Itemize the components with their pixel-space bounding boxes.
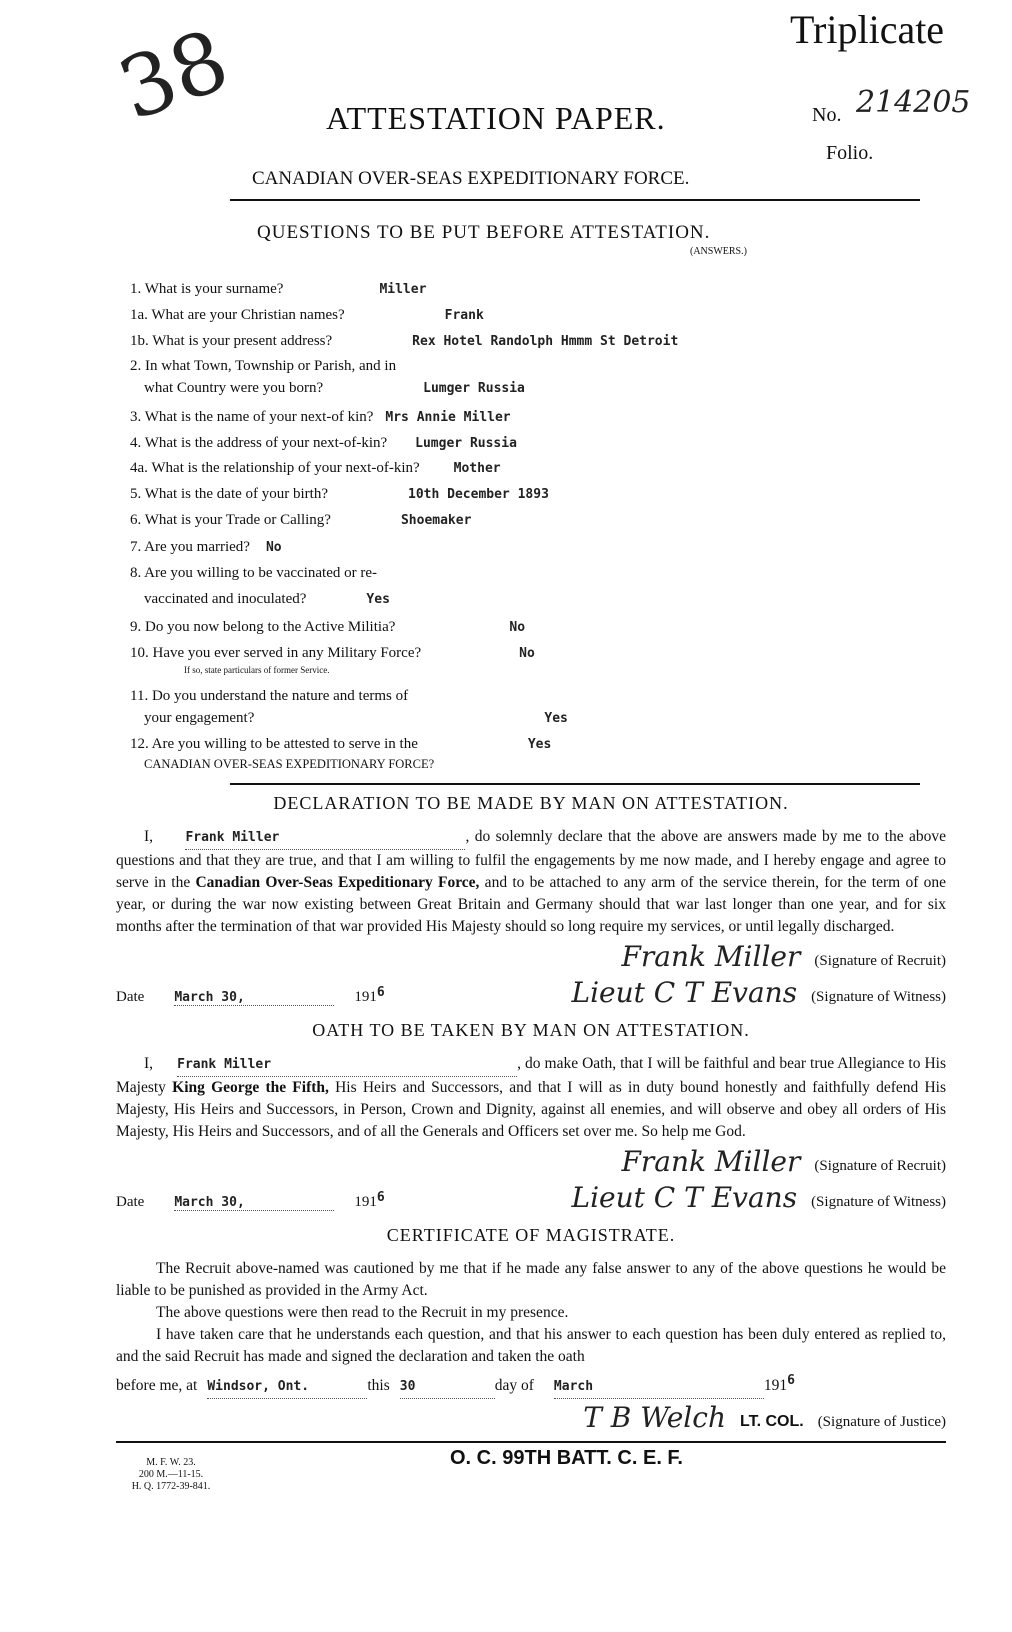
- question: 4a. What is the relationship of your next-of-kin? Mother: [130, 460, 501, 476]
- question: 6. What is your Trade or Calling? Shoemaker: [130, 512, 472, 528]
- recruit-signature-label: (Signature of Recruit): [814, 1158, 946, 1174]
- folio-label: Folio.: [826, 142, 874, 164]
- question: vaccinated and inoculated? Yes: [144, 591, 390, 607]
- answer: Mrs Annie Miller: [385, 410, 511, 425]
- declaration-title: DECLARATION TO BE MADE BY MAN ON ATTESTATION.: [273, 793, 789, 813]
- form-reference: M. F. W. 23. 200 M.—11-15. H. Q. 1772-39-841.: [131, 1457, 211, 1493]
- question: 10. Have you ever served in any Military Force? No: [130, 645, 535, 661]
- question: what Country were you born? Lumger Russia: [144, 380, 525, 396]
- question: 1b. What is your present address? Rex Hotel Randolph Hmmm St Detroit: [130, 333, 679, 349]
- month-value: March: [554, 1376, 764, 1399]
- oath-text: I, Frank Miller , do make Oath, that I will be faithful and bear true Allegiance to His Majesty King George the Fifth, His Heirs and Successors, and that I will as in duty bound honestly and faithfully defend His Majesty, His Heirs and Successors, in Person, Crown and Dignity, against all enemies, and will observe and obey all orders of His Majesty, His Heirs and Successors, and of all the Generals and Officers set over me. So help me God.: [116, 1055, 947, 1140]
- witness-signature: Lieut C T Evans: [571, 1181, 798, 1214]
- rank-stamp: LT. COL.: [739, 1413, 804, 1431]
- witness-signature-label: (Signature of Witness): [811, 1194, 946, 1210]
- questions-title: QUESTIONS TO BE PUT BEFORE ATTESTATION.: [257, 222, 711, 243]
- recruit-signature: Frank Miller: [621, 940, 801, 973]
- divider: [116, 1441, 946, 1443]
- answer: 10th December 1893: [408, 487, 549, 502]
- answer: Shoemaker: [400, 513, 472, 528]
- recruit-name: Frank Miller: [177, 1054, 517, 1077]
- divider: [230, 783, 920, 785]
- question-note: If so, state particulars of former Service.: [184, 665, 330, 675]
- answer: Yes: [544, 711, 568, 726]
- question: 12. Are you willing to be attested to serve in the Yes: [130, 736, 552, 752]
- answer: Rex Hotel Randolph Hmmm St Detroit: [412, 334, 679, 349]
- question: 8. Are you willing to be vaccinated or re-: [130, 565, 378, 581]
- handwritten-number: 38: [106, 10, 241, 140]
- answer: Miller: [379, 282, 427, 297]
- witness-signature: Lieut C T Evans: [571, 976, 798, 1009]
- oath-title: OATH TO BE TAKEN BY MAN ON ATTESTATION.: [312, 1020, 750, 1040]
- answer: No: [519, 646, 535, 661]
- document-title: ATTESTATION PAPER.: [326, 100, 666, 136]
- question: 5. What is the date of your birth? 10th December 1893: [130, 486, 549, 502]
- recruit-signature-row: [116, 938, 946, 974]
- question: 3. What is the name of your next-of kin? Mrs Annie Miller: [130, 409, 511, 425]
- number-value: 214205: [856, 85, 971, 120]
- document-subtitle: CANADIAN OVER-SEAS EXPEDITIONARY FORCE.: [252, 168, 690, 189]
- justice-signature: T B Welch: [583, 1401, 726, 1435]
- certificate-text: The Recruit above-named was cautioned by me that if he made any false answer to any of the above questions he would be liable to be punished as provided in the Army Act. The above questions were then read to the Recruit in my presence. I have taken care that he understands each question, and that his answer to each question has been duly entered as replied to, and the said Recruit has made and signed the declaration and taken the oath: [116, 1260, 946, 1365]
- justice-signature-row: [116, 1399, 946, 1435]
- question: 7. Are you married? No: [130, 539, 282, 555]
- day-value: 30: [400, 1376, 495, 1399]
- declaration-text: I, Frank Miller , do solemnly declare that the above are answers made by me to the above questions and that they are true, and that I am willing to fulfil the engagements by me now made, and I hereby engage and agree to serve in the Canadian Over-Seas Expeditionary Force, and to be attached to any arm of the service therein, for the term of one year, or during the war now existing between Great Britain and Germany should that war last longer than one year, and for six months after the termination of that war provided His Majesty should so long require my services, or until legally discharged.: [116, 828, 946, 935]
- recruit-name: Frank Miller: [185, 827, 465, 850]
- question: 1. What is your surname? Miller: [130, 281, 427, 297]
- answer: Lumger Russia: [423, 381, 525, 396]
- answer: Yes: [366, 592, 390, 607]
- recruit-signature-row: [116, 1143, 946, 1179]
- answer: No: [509, 620, 526, 635]
- lower-sections: [116, 793, 946, 1493]
- place-value: Windsor, Ont.: [207, 1376, 367, 1399]
- answer: Frank: [444, 308, 484, 323]
- question: 4. What is the address of your next-of-kin? Lumger Russia: [130, 435, 517, 451]
- date-line: Date March 30, 191 6 Lieut C T Evans (Signature of Witness): [116, 1181, 946, 1214]
- date-line: Date March 30, 191 6 Lieut C T Evans (Signature of Witness): [116, 976, 946, 1009]
- divider: [230, 199, 920, 201]
- date-value: March 30,: [174, 1195, 334, 1211]
- date-value: March 30,: [174, 990, 334, 1006]
- justice-signature-label: (Signature of Justice): [817, 1414, 946, 1431]
- answer: No: [265, 540, 282, 555]
- question: CANADIAN OVER-SEAS EXPEDITIONARY FORCE?: [144, 757, 435, 771]
- footer-row: [116, 1447, 946, 1493]
- certificate-place-line: before me, at Windsor, Ont. this 30 day of March $191^6$: [116, 1370, 946, 1399]
- answer: Mother: [453, 461, 501, 476]
- certificate-title: CERTIFICATE OF MAGISTRATE.: [386, 1225, 676, 1245]
- question: 9. Do you now belong to the Active Militia? No: [130, 619, 526, 635]
- witness-signature-label: (Signature of Witness): [811, 989, 946, 1005]
- number-label: No.: [812, 104, 842, 126]
- copy-label: Triplicate: [790, 7, 945, 52]
- answer: Lumger Russia: [415, 436, 517, 451]
- question: 1a. What are your Christian names? Frank: [130, 307, 484, 323]
- recruit-signature: Frank Miller: [621, 1145, 801, 1178]
- answers-label: (ANSWERS.): [690, 246, 747, 257]
- question: 11. Do you understand the nature and terms of: [130, 688, 409, 704]
- question: your engagement? Yes: [144, 710, 568, 726]
- recruit-signature-label: (Signature of Recruit): [814, 953, 946, 969]
- answer: Yes: [527, 737, 552, 752]
- question: 2. In what Town, Township or Parish, and in: [130, 358, 397, 374]
- unit-stamp: O. C. 99TH BATT. C. E. F.: [450, 1447, 683, 1470]
